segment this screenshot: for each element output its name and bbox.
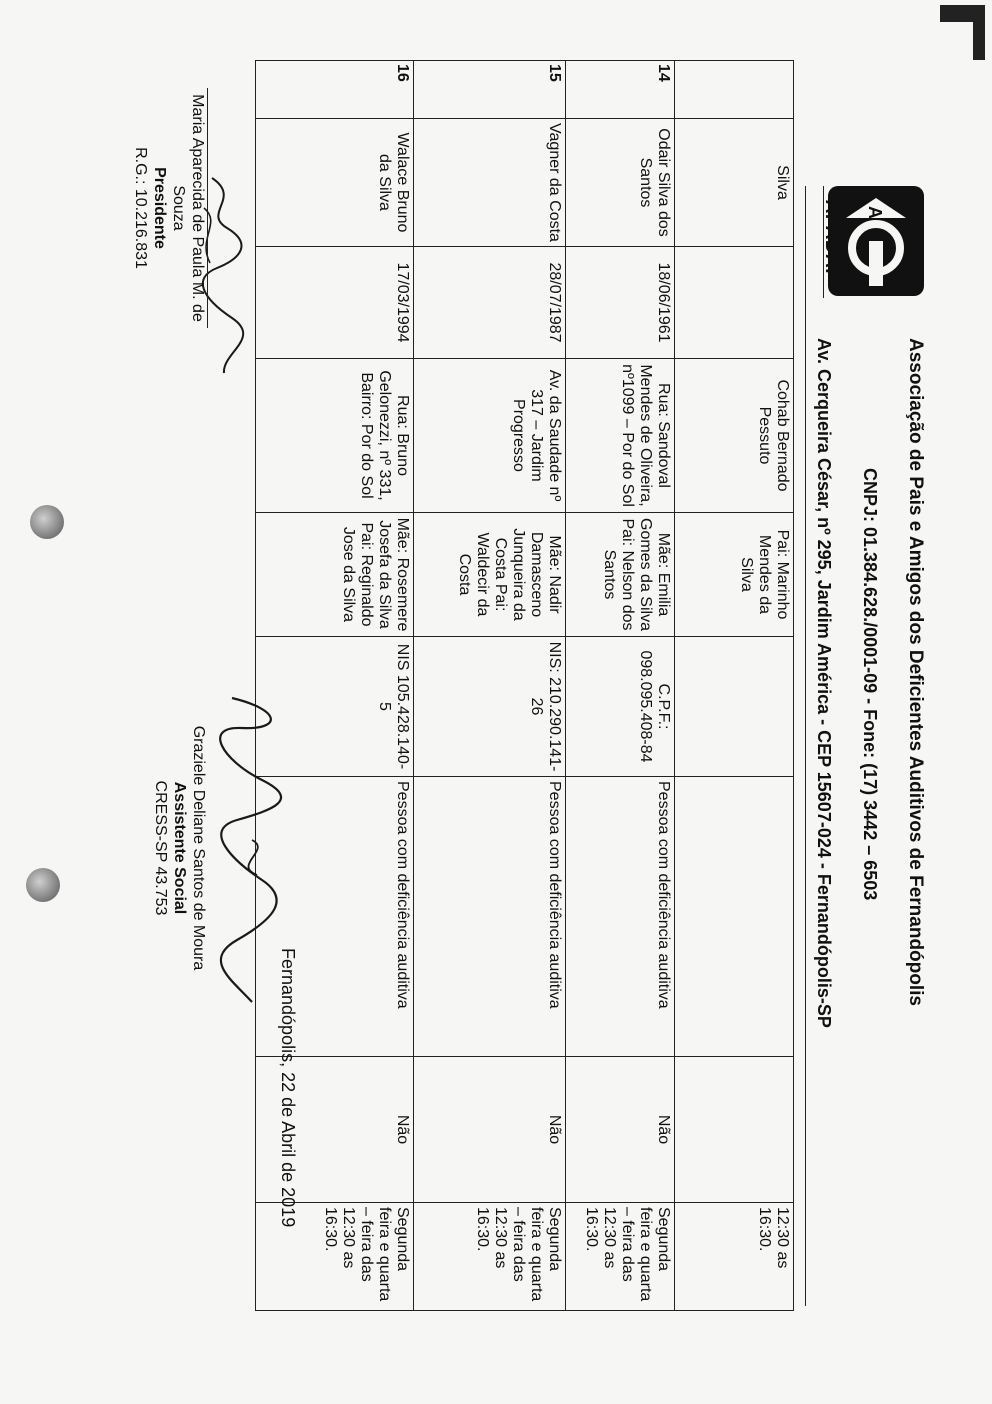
signature-rule [207, 88, 208, 328]
schedule-cell: 12:30 as 16:30. [675, 1203, 794, 1311]
org-address: Av. Cerqueira César, nº 295, Jardim América - CEP 15607-024 - Fernandópolis-SP [814, 338, 834, 1028]
address-cell: Rua: Bruno Gelonezzi, nº 331, Bairro: Por do Sol [256, 359, 414, 513]
condition-cell: Pessoa com deficiência auditiva [414, 777, 566, 1057]
condition-cell: Pessoa com deficiência auditiva [566, 777, 675, 1057]
signatory-id: R.G.: 10.216.831 [132, 147, 149, 269]
parents-cell: Mãe: Nadir Damasceno Junqueira da Costa Pai: Waldecir da Costa [414, 513, 566, 637]
doc-cell: C.P.F.: 098.095.408-84 [566, 637, 675, 777]
document-date: Fernandópolis, 22 de Abril de 2019 [278, 948, 298, 1228]
birth-cell: 17/03/1994 [256, 247, 414, 359]
signature-social-worker-icon [212, 690, 292, 1010]
row-number: 14 [566, 61, 675, 119]
parents-cell: Pai: Marinho Mendes da Silva [675, 513, 794, 637]
flag-cell: Não [256, 1057, 414, 1203]
row-number: 15 [414, 61, 566, 119]
name-cell: Silva [675, 119, 794, 247]
table-row [675, 61, 794, 1311]
row-number: 16 [256, 61, 414, 119]
flag-cell: Não [566, 1057, 675, 1203]
address-cell: Cohab Bernado Pessuto [675, 359, 794, 513]
name-cell: Walace Bruno da Silva [256, 119, 414, 247]
birth-cell [675, 247, 794, 359]
name-cell: Vagner da Costa [414, 119, 566, 247]
signatory-name: Graziele Deliane Santos de Moura [190, 725, 207, 971]
parents-cell: Mãe: Emilia Gomes da Silva Pai: Nelson dos Santos [566, 513, 675, 637]
schedule-cell: Segunda feira e quarta – feira das 12:30 as 16:30. [256, 1203, 414, 1311]
address-cell: Av. da Saudade nº 317 – Jardim Progresso [414, 359, 566, 513]
apadaf-logo-icon [828, 186, 924, 296]
org-cnpj-phone: CNPJ: 01.384.628./0001-09 - Fone: (17) 3442 – 6503 [860, 468, 880, 901]
flag-cell: Não [414, 1057, 566, 1203]
schedule-cell: Segunda feira e quarta – feira das 12:30 as 16:30. [566, 1203, 675, 1311]
name-cell: Odair Silva dos Santos [566, 119, 675, 247]
doc-cell: NIS: 210.290.141-26 [414, 637, 566, 777]
signatory-title: Presidente [151, 167, 168, 249]
doc-cell: NIS 105.428.140-5 [256, 637, 414, 777]
condition-cell [675, 777, 794, 1057]
signatory-president [131, 88, 208, 328]
schedule-cell: Segunda feira e quarta – feira das 12:30 as 16:30. [414, 1203, 566, 1311]
birth-cell: 18/06/1961 [566, 247, 675, 359]
signatory-social-worker [151, 718, 208, 978]
logo-text: APADAF [821, 199, 842, 281]
svg-text:A: A [865, 206, 885, 219]
signatory-name: Maria Aparecida de Paula M. de Souza [170, 94, 206, 322]
table-row [414, 61, 566, 1311]
signatory-id: CRESS-SP 43.753 [152, 780, 169, 916]
signatory-title: Assistente Social [171, 781, 188, 915]
parents-cell: Mãe: Rosemere Josefa da Silva Pai: Reginaldo Jose da Silva [256, 513, 414, 637]
beneficiaries-table [255, 60, 794, 1311]
doc-cell [675, 637, 794, 777]
birth-cell: 28/07/1987 [414, 247, 566, 359]
flag-cell [675, 1057, 794, 1203]
header-rule [805, 186, 806, 1306]
row-number [675, 61, 794, 119]
condition-cell: Pessoa com deficiência auditiva [256, 777, 414, 1057]
table-row [566, 61, 675, 1311]
org-name: Associação de Pais e Amigos dos Deficientes Auditivos de Fernandópolis [905, 338, 926, 1006]
address-cell: Rua: Sandoval Mendes de Oliveira, nº1099 – Por do Sol [566, 359, 675, 513]
